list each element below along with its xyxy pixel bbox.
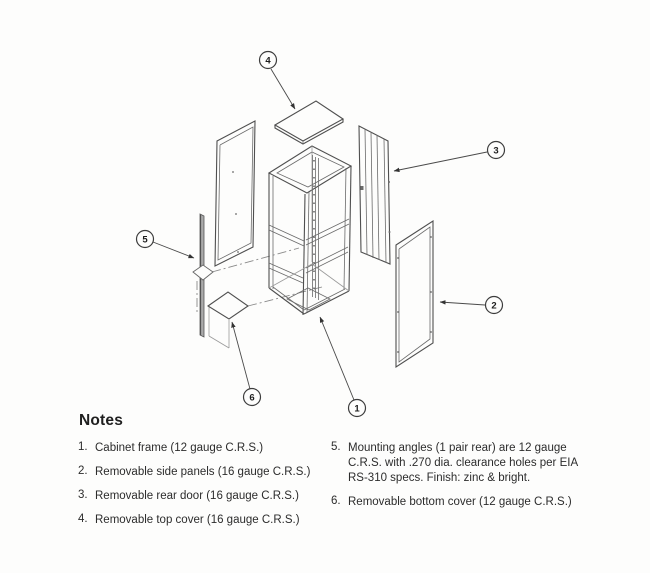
note-item-1 [78,441,331,456]
callout-2-number: 2 [491,300,497,312]
note-1-text: Cabinet frame (12 gauge C.R.S.) [95,442,264,454]
callout-1-number: 1 [354,403,360,415]
callout-2 [486,297,503,314]
note-item-6 [331,495,581,510]
callout-3-number: 3 [493,145,499,157]
mounting-angle-strip [193,214,213,337]
note-item-3 [78,489,331,504]
note-3-number: 3. [78,488,88,501]
note-4-number: 4. [78,512,88,525]
bottom-cover [208,292,248,319]
note-5-text: Mounting angles (1 pair rear) are 12 gauge C.R.S. with .270 dia. clearance holes per EIA RS-310 specs. Finish: zinc & bright. [348,442,578,484]
notes-heading: Notes [79,412,124,429]
callout-4 [260,52,277,69]
note-6-number: 6. [331,494,341,507]
side-panel-left [215,121,255,266]
note-4-text: Removable top cover (16 gauge C.R.S.) [95,513,300,526]
callout-3 [488,142,505,159]
rear-door [359,126,391,264]
note-item-5 [331,441,581,486]
note-5-number: 5. [331,441,341,453]
notes-column-left [78,441,331,537]
callout-5-number: 5 [142,234,148,246]
side-panel-right [396,221,433,367]
note-6-text: Removable bottom cover (12 gauge C.R.S.) [348,495,572,508]
notes-column-right [331,441,581,537]
note-item-4 [78,513,331,528]
note-item-2 [78,465,331,480]
break-symbol [193,265,213,280]
callout-5 [137,231,154,248]
notes-section [78,412,626,537]
note-1-number: 1. [78,441,88,453]
callout-6 [244,389,261,406]
callout-4-number: 4 [265,55,271,67]
note-3-text: Removable rear door (16 gauge C.R.S.) [95,489,299,502]
note-2-number: 2. [78,464,88,477]
top-cover [275,101,343,144]
note-2-text: Removable side panels (16 gauge C.R.S.) [95,465,311,478]
callout-6-number: 6 [249,392,255,404]
